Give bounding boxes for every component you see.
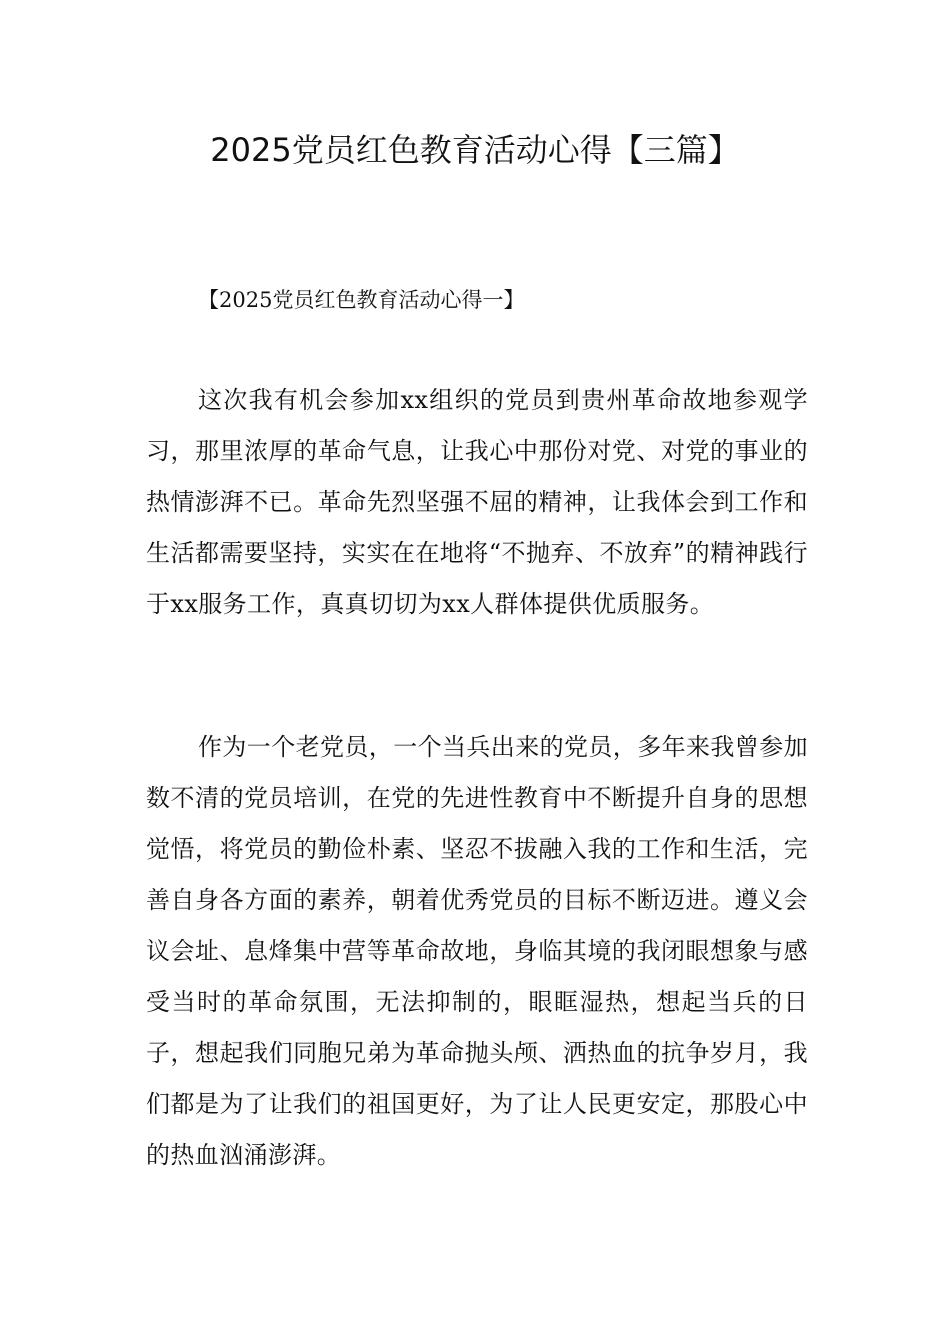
paragraph-2: 作为一个老党员，一个当兵出来的党员，多年来我曾参加数不清的党员培训，在党的先进性教育中不断提升自身的思想觉悟，将党员的勤俭朴素、坚忍不拔融入我的工作和生活，完善自身各方面的素养，朝着优秀党员的目标不断迈进。遵义会议会址、息烽集中营等革命故地，身临其境的我闭眼想象与感受当时的革命氛围，无法抑制的，眼眶湿热，想起当兵的日子，想起我们同胞兄弟为革命抛头颅、洒热血的抗争岁月，我们都是为了让我们的祖国更好，为了让人民更安定，那股心中的热血汹涌澎湃。 xyxy=(146,733,808,1169)
document-title: 2025党员红色教育活动心得【三篇】 xyxy=(210,131,740,169)
section-heading: 【2025党员红色教育活动心得一】 xyxy=(198,288,525,312)
paragraph-1: 这次我有机会参加xx组织的党员到贵州革命故地参观学习，那里浓厚的革命气息，让我心中那份对党、对党的事业的热情澎湃不已。革命先烈坚强不屈的精神，让我体会到工作和生活都需要坚持，实实在在地将“不抛弃、不放弃”的精神践行于xx服务工作，真真切切为xx人群体提供优质服务。 xyxy=(146,386,808,618)
